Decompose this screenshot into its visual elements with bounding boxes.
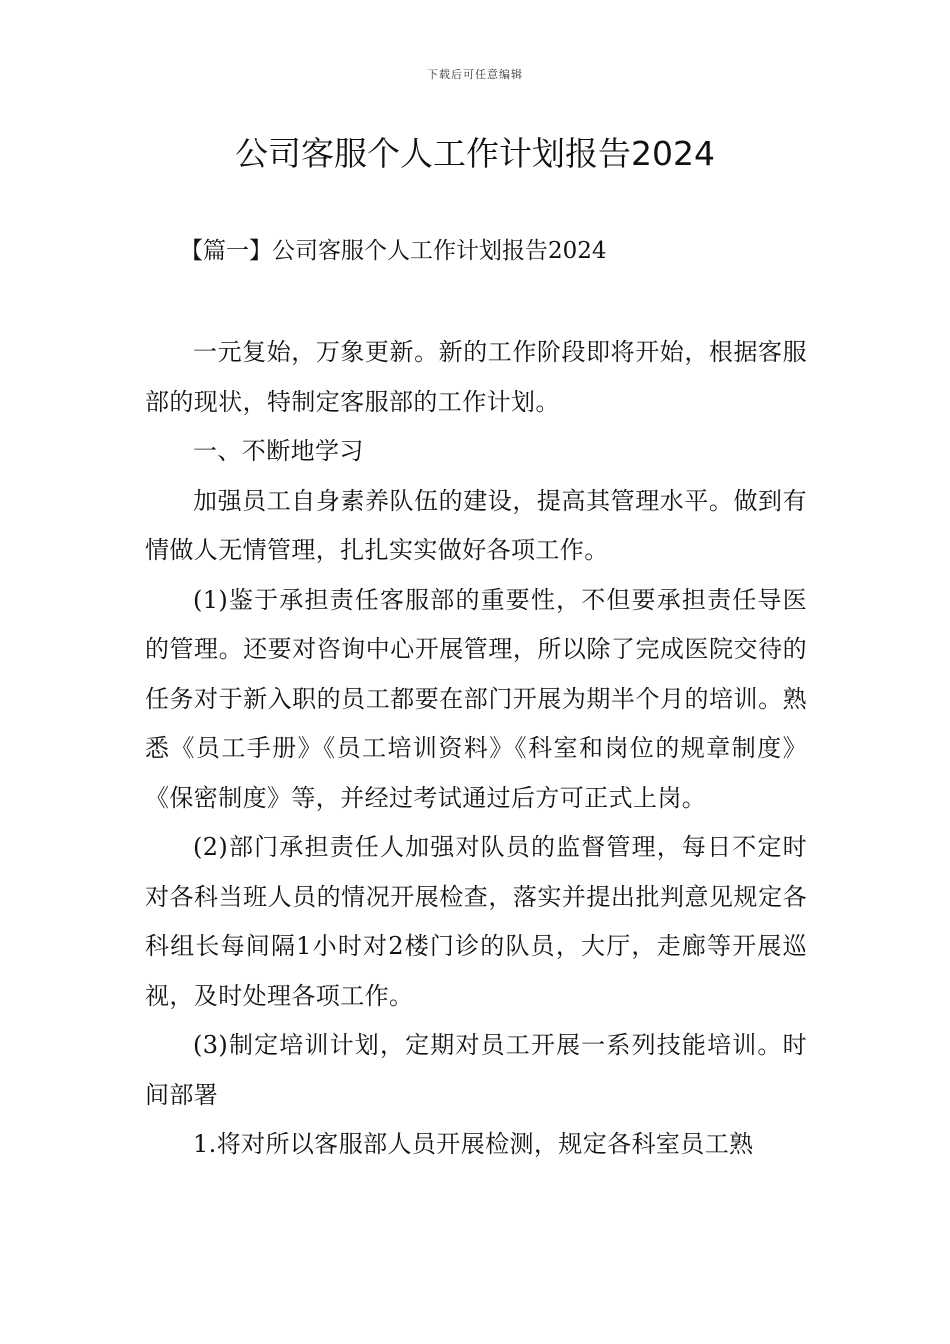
paragraph-item-3: (3)制定培训计划，定期对员工开展一系列技能培训。时间部署 xyxy=(145,1031,807,1109)
document-title: 公司客服个人工作计划报告2024 xyxy=(235,134,715,173)
heading-continuous-learning: 一、不断地学习 xyxy=(193,437,364,465)
download-note: 下载后可任意编辑 xyxy=(427,68,523,81)
paragraph-intro: 一元复始，万象更新。新的工作阶段即将开始，根据客服部的现状，特制定客服部的工作计划。 xyxy=(145,338,807,416)
paragraph-item-2: (2)部门承担责任人加强对队员的监督管理，每日不定时对各科当班人员的情况开展检查，落实并提出批判意见规定各科组长每间隔1小时对2楼门诊的队员，大厅，走廊等开展巡视，及时处理各项工作。 xyxy=(145,833,807,1010)
document-body xyxy=(145,328,807,1170)
paragraph-schedule-1: 1.将对所以客服部人员开展检测，规定各科室员工熟 xyxy=(193,1130,754,1158)
section-subtitle: 【篇一】公司客服个人工作计划报告2024 xyxy=(180,238,607,264)
paragraph-item-1: (1)鉴于承担责任客服部的重要性，不但要承担责任导医的管理。还要对咨询中心开展管理，所以除了完成医院交待的任务对于新入职的员工都要在部门开展为期半个月的培训。熟悉《员工手册》《员工培训资料》《科室和岗位的规章制度》《保密制度》等，并经过考试通过后方可正式上岗。 xyxy=(145,585,807,812)
paragraph-staff-building: 加强员工自身素养队伍的建设，提高其管理水平。做到有情做人无情管理，扎扎实实做好各项工作。 xyxy=(145,486,807,564)
